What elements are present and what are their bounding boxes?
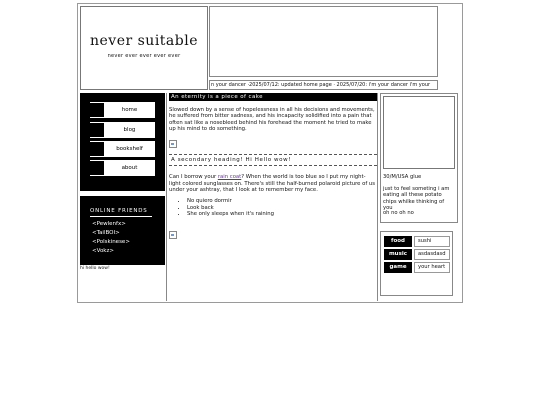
online-friends-title: ONLINE FRIENDS	[90, 208, 148, 214]
post-paragraph-2	[169, 174, 377, 193]
paragraph-text: Can I borrow your	[169, 174, 218, 181]
post-list	[169, 198, 377, 217]
post-heading: An eternity is a piece of cake	[169, 93, 377, 101]
table-row	[384, 249, 450, 260]
updates-ticker: n your dancer ·2025/07/12: updated home page · 2025/07/20: i'm your dancer i'm your	[209, 80, 438, 90]
friend-link[interactable]: <Polskinese>	[92, 239, 130, 245]
main-column-divider-left	[166, 93, 167, 301]
site-title: never suitable	[89, 33, 198, 49]
left-footer-text: hi hello wow!	[80, 266, 110, 271]
profile-image	[383, 96, 455, 169]
profile-note: oh no oh no	[383, 210, 414, 216]
nav-about-button[interactable]: about	[90, 161, 155, 175]
nav-panel	[80, 93, 165, 191]
post-paragraph: Slowed down by a sense of hopelessness in all his decisions and movements, he suffered from bitter sadness, and his incapacity solidified into a pain that often sat like a nosebleed behind his forehead the moment he tried to make up his mind to do something.	[169, 107, 375, 132]
profile-bio: just to feel someting i am eating all these potato chips whilke thinking of you	[383, 186, 450, 211]
nav-bookshelf-button[interactable]: bookshelf	[90, 142, 155, 156]
secondary-heading: A secondary heading! Hi Hello wow!	[169, 154, 377, 166]
online-friends-divider	[90, 216, 152, 217]
friend-link[interactable]: <Pewlenfx>	[92, 221, 126, 227]
broken-image-icon	[169, 231, 177, 239]
banner-area	[209, 6, 438, 77]
friend-link[interactable]: <Vokz>	[92, 248, 114, 254]
friend-link[interactable]: <TailBOI>	[92, 230, 120, 236]
favorites-table	[380, 231, 453, 296]
favorite-value: your heart	[414, 262, 450, 273]
site-subtitle: never ever ever ever ever	[107, 53, 181, 59]
list-item: • She only sleeps when it's raining	[187, 211, 377, 217]
list-item: • Look back	[187, 205, 377, 211]
favorite-key: food	[384, 236, 412, 247]
rain-coat-link[interactable]: rain coat	[217, 174, 242, 181]
profile-info: 30/M/USA glue	[383, 174, 422, 180]
nav-blog-button[interactable]: blog	[90, 123, 155, 137]
profile-panel	[380, 93, 458, 223]
online-friends-panel	[80, 196, 165, 265]
favorite-value: sushi	[414, 236, 450, 247]
broken-image-icon	[169, 140, 177, 148]
list-item: • No quiero dormir	[187, 198, 377, 204]
table-row	[384, 262, 450, 273]
main-column-divider-right	[377, 93, 378, 301]
favorite-key: game	[384, 262, 412, 273]
paragraph-text: ? When the world is too blue so I put my night-light colored sunglasses on. There's still the half-burned polaroid picture of us under your ashtray, that I look at to remember my face.	[169, 174, 376, 194]
nav-home-button[interactable]: home	[90, 103, 155, 117]
table-row	[384, 236, 450, 247]
favorite-value: asdasdasd	[414, 249, 450, 260]
main-content	[169, 93, 377, 239]
favorite-key: music	[384, 249, 412, 260]
site-logo-box	[80, 6, 208, 90]
